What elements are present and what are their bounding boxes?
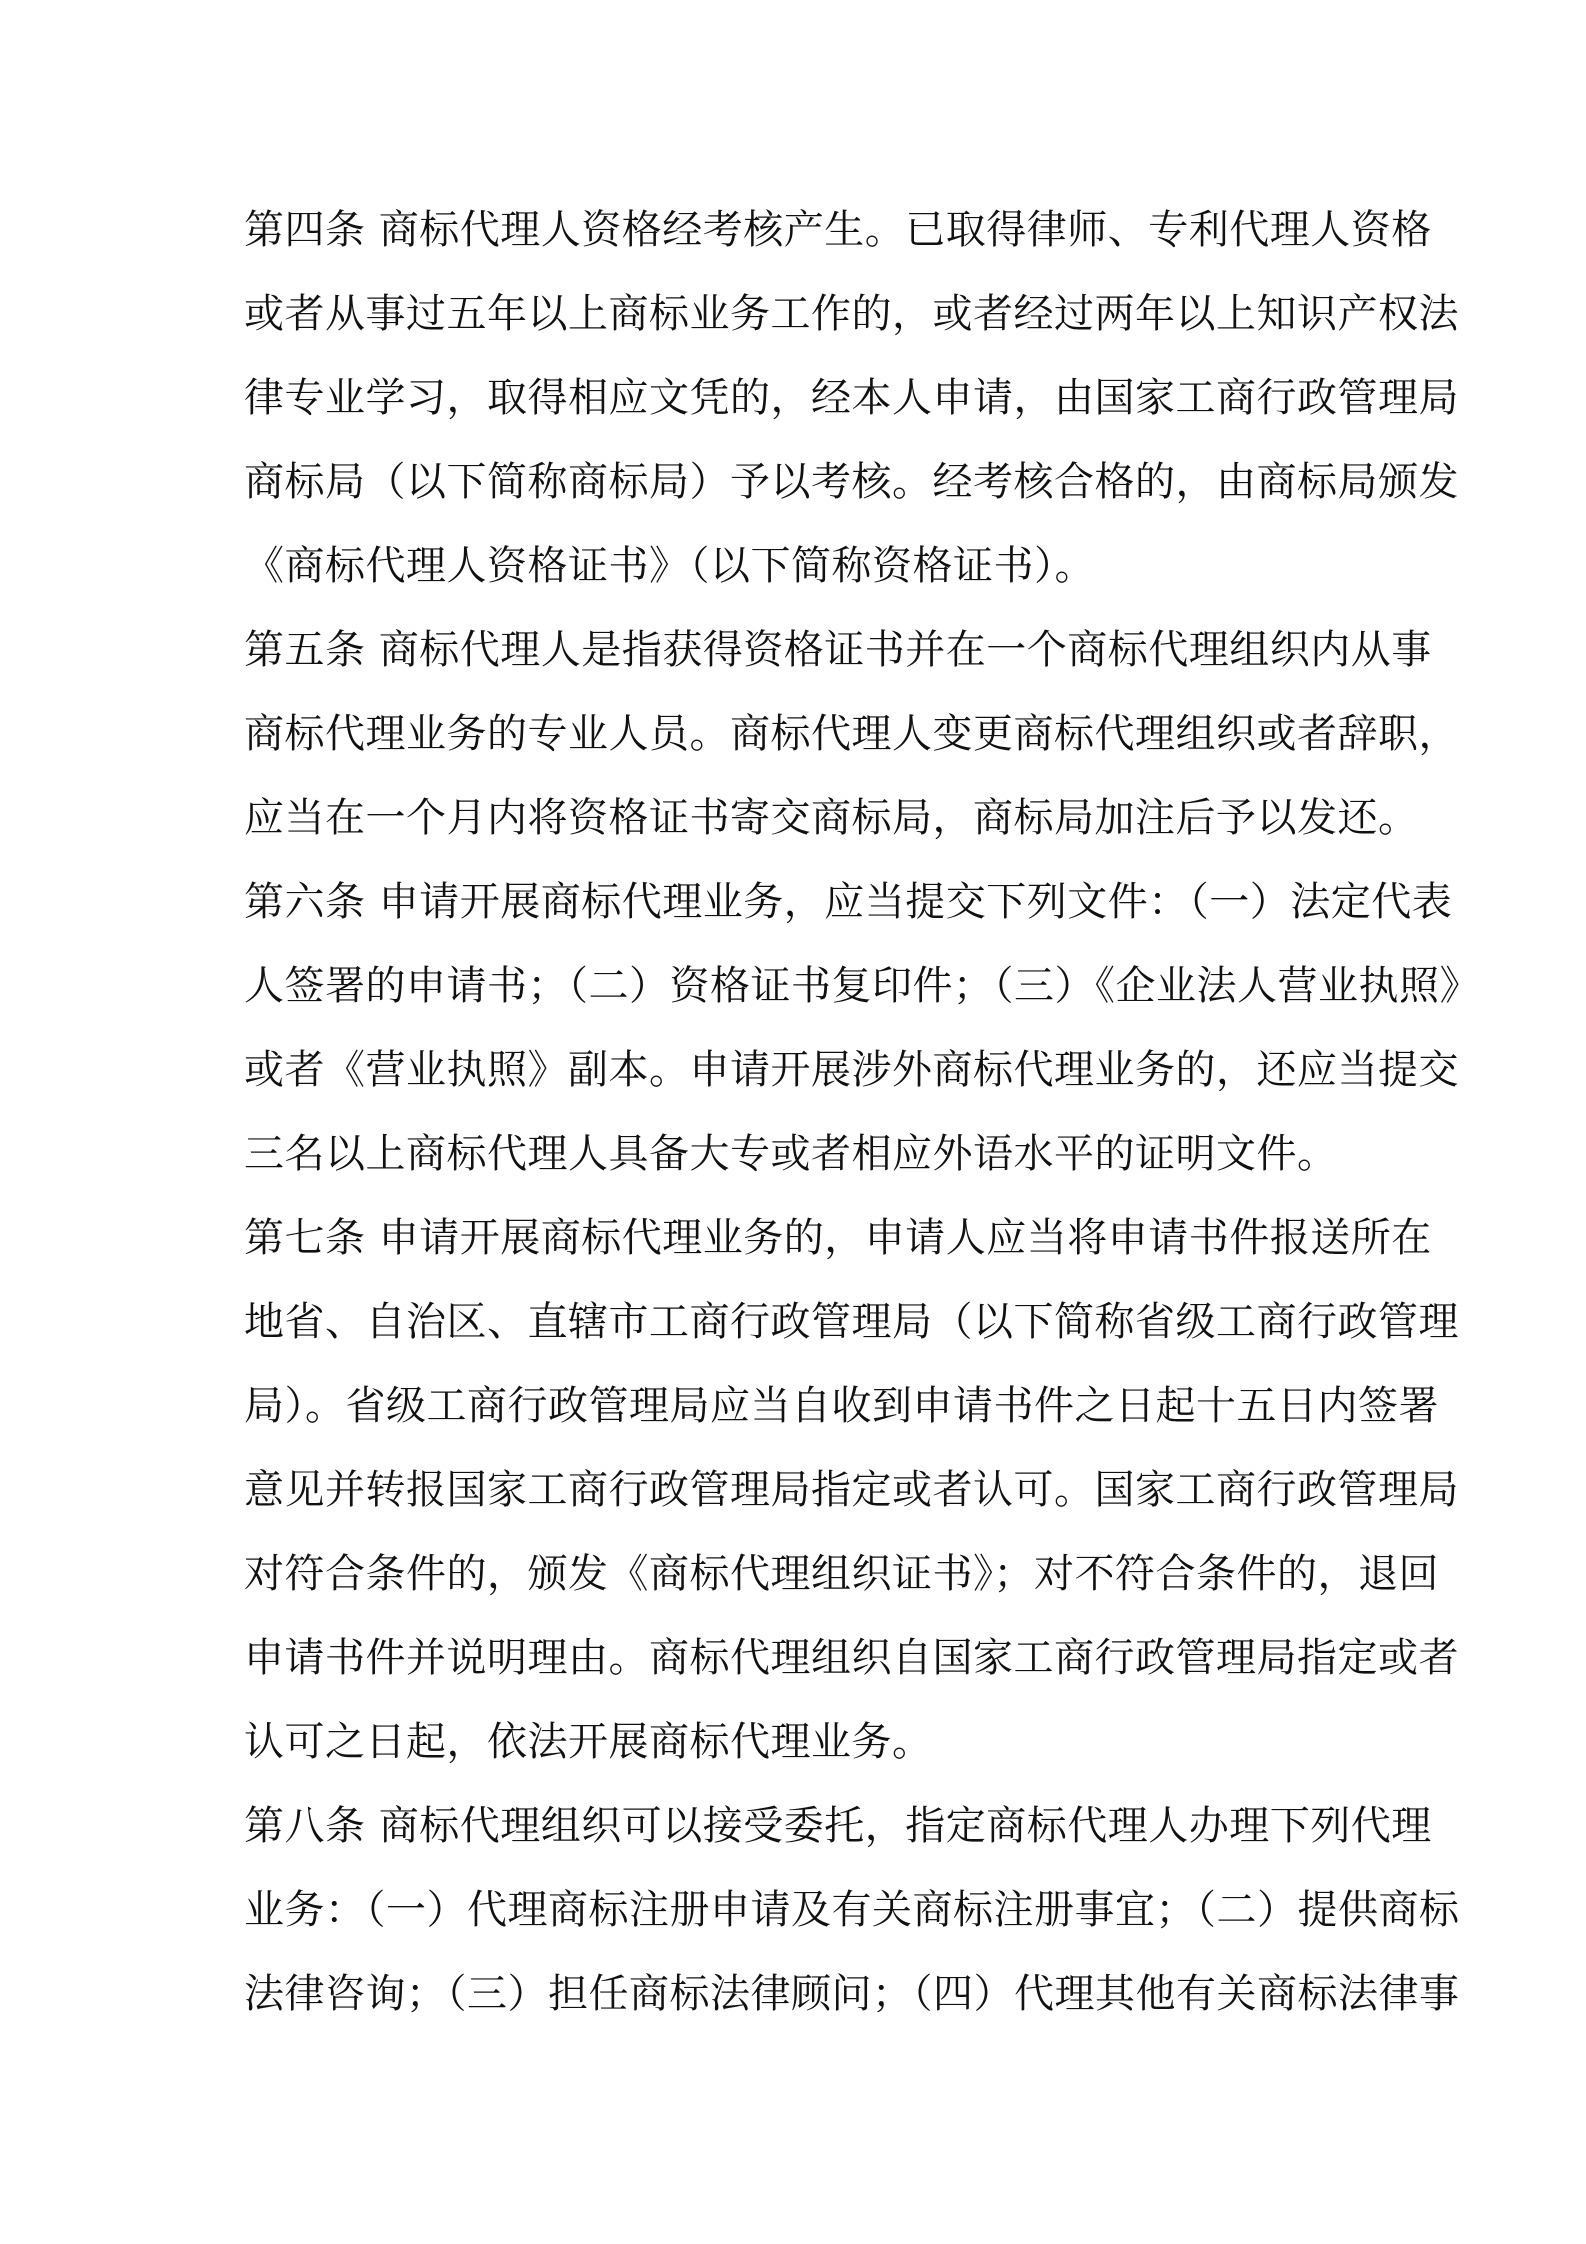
text-line: 认可之日起，依法开展商标代理业务。	[244, 1719, 933, 1765]
text-line: 三名以上商标代理人具备大专或者相应外语水平的证明文件。	[244, 1131, 1338, 1177]
document-body	[244, 188, 1480, 2036]
text-line: 第六条 申请开展商标代理业务，应当提交下列文件：（一）法定代表	[244, 879, 1453, 925]
text-line: 意见并转报国家工商行政管理局指定或者认可。国家工商行政管理局	[244, 1467, 1459, 1513]
text-line: 《商标代理人资格证书》（以下简称资格证书）。	[244, 543, 1095, 589]
text-line: 或者《营业执照》副本。申请开展涉外商标代理业务的，还应当提交	[244, 1047, 1459, 1093]
text-line: 对符合条件的，颁发《商标代理组织证书》；对不符合条件的，退回	[244, 1551, 1439, 1597]
text-line: 申请书件并说明理由。商标代理组织自国家工商行政管理局指定或者	[244, 1635, 1459, 1681]
text-line: 律专业学习，取得相应文凭的，经本人申请，由国家工商行政管理局	[244, 375, 1459, 421]
text-line: 第五条 商标代理人是指获得资格证书并在一个商标代理组织内从事	[244, 627, 1432, 673]
text-line: 法律咨询；（三）担任商标法律顾问；（四）代理其他有关商标法律事	[244, 1971, 1460, 2017]
text-line: 地省、自治区、直辖市工商行政管理局（以下简称省级工商行政管理	[244, 1299, 1459, 1345]
text-line: 局）。省级工商行政管理局应当自收到申请书件之日起十五日内签署	[244, 1383, 1439, 1429]
text-line: 商标局（以下简称商标局）予以考核。经考核合格的，由商标局颁发	[244, 459, 1459, 505]
text-line: 第八条 商标代理组织可以接受委托，指定商标代理人办理下列代理	[244, 1803, 1432, 1849]
text-line: 第四条 商标代理人资格经考核产生。已取得律师、专利代理人资格	[244, 207, 1432, 253]
text-line: 人签署的申请书；（二）资格证书复印件；（三）《企业法人营业执照》	[244, 963, 1480, 1009]
text-line: 商标代理业务的专业人员。商标代理人变更商标代理组织或者辞职，	[244, 711, 1459, 757]
text-line: 或者从事过五年以上商标业务工作的，或者经过两年以上知识产权法	[244, 291, 1459, 337]
text-line: 第七条 申请开展商标代理业务的，申请人应当将申请书件报送所在	[244, 1215, 1432, 1261]
text-line: 应当在一个月内将资格证书寄交商标局，商标局加注后予以发还。	[244, 795, 1419, 841]
text-line: 业务：（一）代理商标注册申请及有关商标注册事宜；（二）提供商标	[244, 1887, 1460, 1933]
